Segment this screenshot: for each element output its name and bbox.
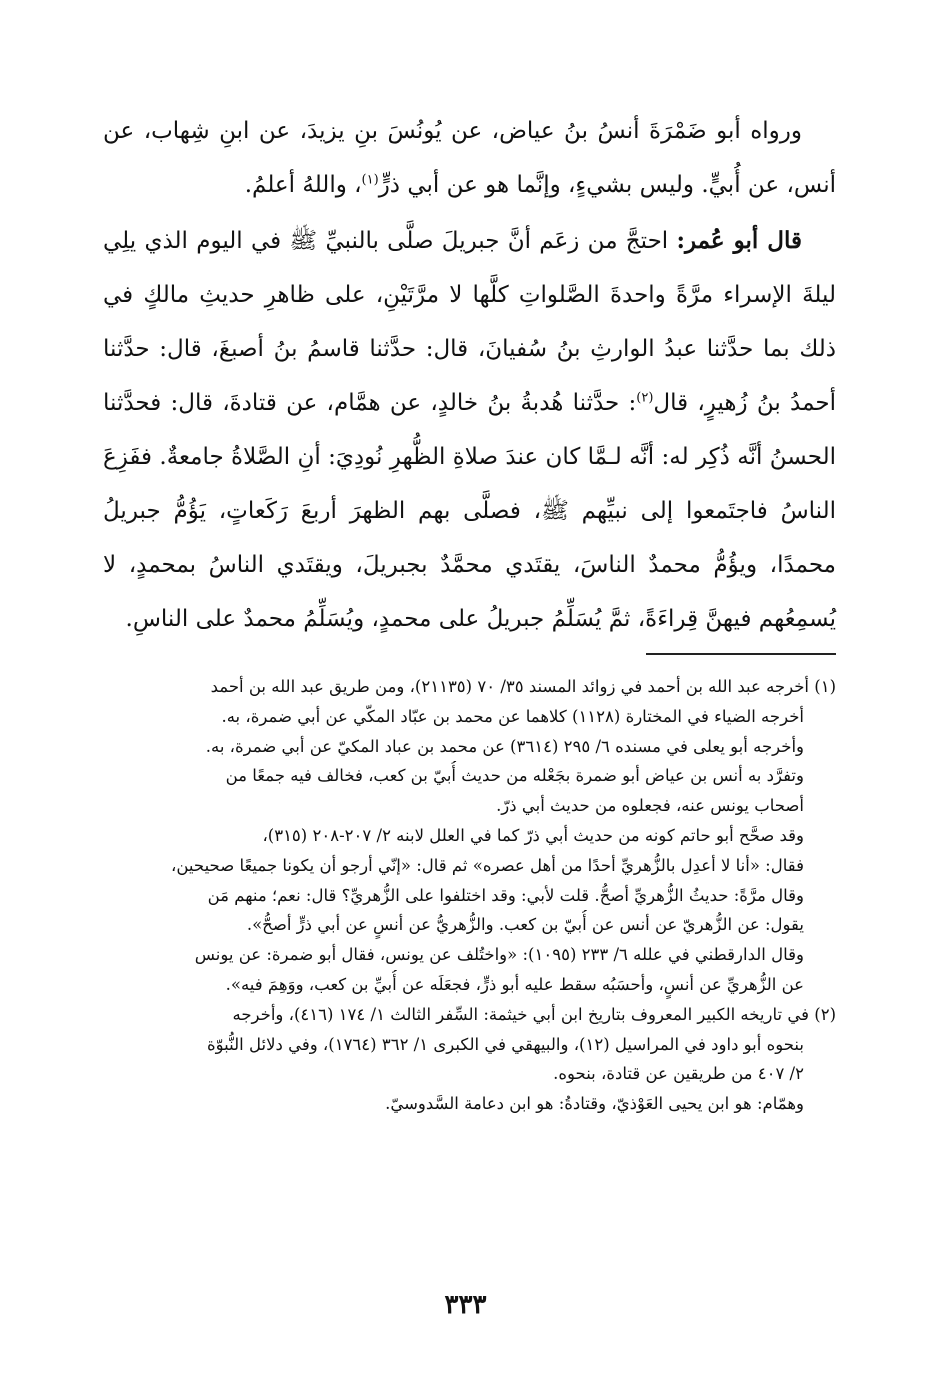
footnote-1-line: أصحاب يونس عنه، فجعلوه من حديث أبي ذرّ. xyxy=(496,796,804,816)
paragraph-1 xyxy=(103,104,836,212)
footnote-2-line: (٢) في تاريخه الكبير المعروف بتاريخ ابن أبي خيثمة: السِّفر الثالث ١/ ١٧٤ (٤١٦)، وأخرجه xyxy=(232,1004,836,1024)
main-text xyxy=(103,104,836,646)
footnote-separator xyxy=(646,653,836,655)
footnote-1-line: (١) أخرجه عبد الله بن أحمد في زوائد المسند ٣٥/ ٧٠ (٢١١٣٥)، ومن طريق عبد الله بن أحمد xyxy=(210,677,836,696)
paragraph-2-text-a: احتجَّ من زعَم أنَّ جبريلَ صلَّى بالنبيِّ ﷺ في اليوم الذي يلِي ليلةَ الإسراء مرَّةً واحدةَ الصَّلواتِ كلَّها لا مرَّتَيْنِ، على ظاهرِ حديثِ مالكٍ في ذلك بما حدَّثنا عبدُ الوارثِ بنُ سُفيانَ، قال: حدَّثنا قاسمُ بنُ أصبغَ، قال: حدَّثنا أحمدُ بنُ زُهيرٍ، قال xyxy=(103,228,836,416)
footnote-1-line: وتفرَّد به أنس بن عياض أبو ضمرة بجَعْله من حديث أُبيّ بن كعب، فخالف فيه جمعًا من xyxy=(225,766,804,786)
footnote-1-line: فقال: «أنا لا أعدِل بالزُّهريِّ أحدًا من أهل عصره» ثم قال: «إنّي أرجو أن يكونا جميعًا صحيحين، xyxy=(171,855,804,875)
footnote-1-line: وقد صحَّح أبو حاتم كونه من حديث أبي ذرّ كما في العلل لابنه ٢/ ٢٠٧-٢٠٨ (٣١٥)، xyxy=(262,825,804,845)
paragraph-1-text-a: ورواه أبو ضَمْرَةَ أنسُ بنُ عياض، عن يُونُسَ بنِ يزيدَ، عن ابنِ شِهاب، xyxy=(143,118,802,144)
footnote-ref-2[interactable]: (٢) xyxy=(636,390,654,406)
page-number: ٣٣٣ xyxy=(444,1290,487,1320)
footnote-1-line: عن الزُّهريِّ عن أنسٍ، وأحسَبُه سقط عليه أبو ذرٍّ، فجعَلَه عن أُبيِّ بن كعب، ووَهِمَ فيه». xyxy=(225,974,804,994)
footnote-2-line: وهمّام: هو ابن يحيى العَوْذيّ، وقتادةُ: هو ابن دعامة السَّدوسيّ. xyxy=(385,1094,804,1114)
footnotes xyxy=(98,672,836,1119)
footnote-1-line: وقال الدارقطني في علله ٦/ ٢٣٣ (١٠٩٥): «واختُلف عن يونس، فقال أبو ضمرة: عن يونس xyxy=(194,945,804,965)
paragraph-1-text-b: عن أنس، عن أُبيٍّ. وليس بشيءٍ، وإنَّما هو عن أبي ذرٍّ xyxy=(103,118,836,198)
paragraph-2-text-b: : حدَّثنا هُدبةُ بنُ خالدٍ، عن همَّام، عن قتادةَ، قال: فحدَّثنا الحسنُ أنَّه ذُكِر له: أنَّه لـمَّا كان عندَ صلاةِ الظُّهرِ نُودِيَ: أنِ الصَّلاةُ جامعةٌ. ففَزِعَ الناسُ فاجتَمعوا إلى نبيِّهم ﷺ، فصلَّى بهم الظهرَ أربعَ رَكَعاتٍ، يَؤُمُّ جبريلُ محمدًا، ويؤُمُّ محمدٌ الناسَ، يقتَدي محمَّدٌ بجبريلَ، ويقتَدي الناسُ بمحمدٍ، لا يُسمِعُهم فيهنَّ قِراءَةً، ثمَّ يُسَلِّمُ جبريلُ على محمدٍ، ويُسَلِّمُ محمدٌ على الناسِ. xyxy=(103,390,836,632)
footnote-2-line: ٢/ ٤٠٧ من طريقين عن قتادة، بنحوه. xyxy=(553,1064,804,1084)
footnote-ref-1[interactable]: (١) xyxy=(361,172,379,188)
footnote-1-line: أخرجه الضياء في المختارة (١١٢٨) كلاهما عن محمد بن عبّاد المكّي عن أبي ضمرة، به. xyxy=(221,706,804,726)
footnote-1-line: وأخرجه أبو يعلى في مسنده ٦/ ٢٩٥ (٣٦١٤) عن محمد بن عباد المكيّ عن أبي ضمرة، به. xyxy=(205,736,804,756)
speaker-label: قال أبو عُمر: xyxy=(676,227,802,254)
footnote-1-line: يقول: عن الزُّهريّ عن أنس عن أُبيّ بن كعب. والزُّهريُّ عن أنسٍ عن أبي ذرٍّ أصحُّ». xyxy=(246,915,804,935)
footnote-1-line: وقال مرَّةً: حديثُ الزُّهريِّ أصحُّ. قلت لأبي: وقد اختلفوا على الزُّهريِّ؟ قال: نعم؛ منهم مَن xyxy=(207,885,804,905)
paragraph-2 xyxy=(103,214,836,646)
footnote-2-line: بنحوه أبو داود في المراسيل (١٢)، والبيهقي في الكبرى ١/ ٣٦٢ (١٧٦٤)، وفي دلائل النُّبوّة xyxy=(207,1034,804,1054)
paragraph-1-text-c: ، واللهُ أعلمُ. xyxy=(244,172,362,198)
